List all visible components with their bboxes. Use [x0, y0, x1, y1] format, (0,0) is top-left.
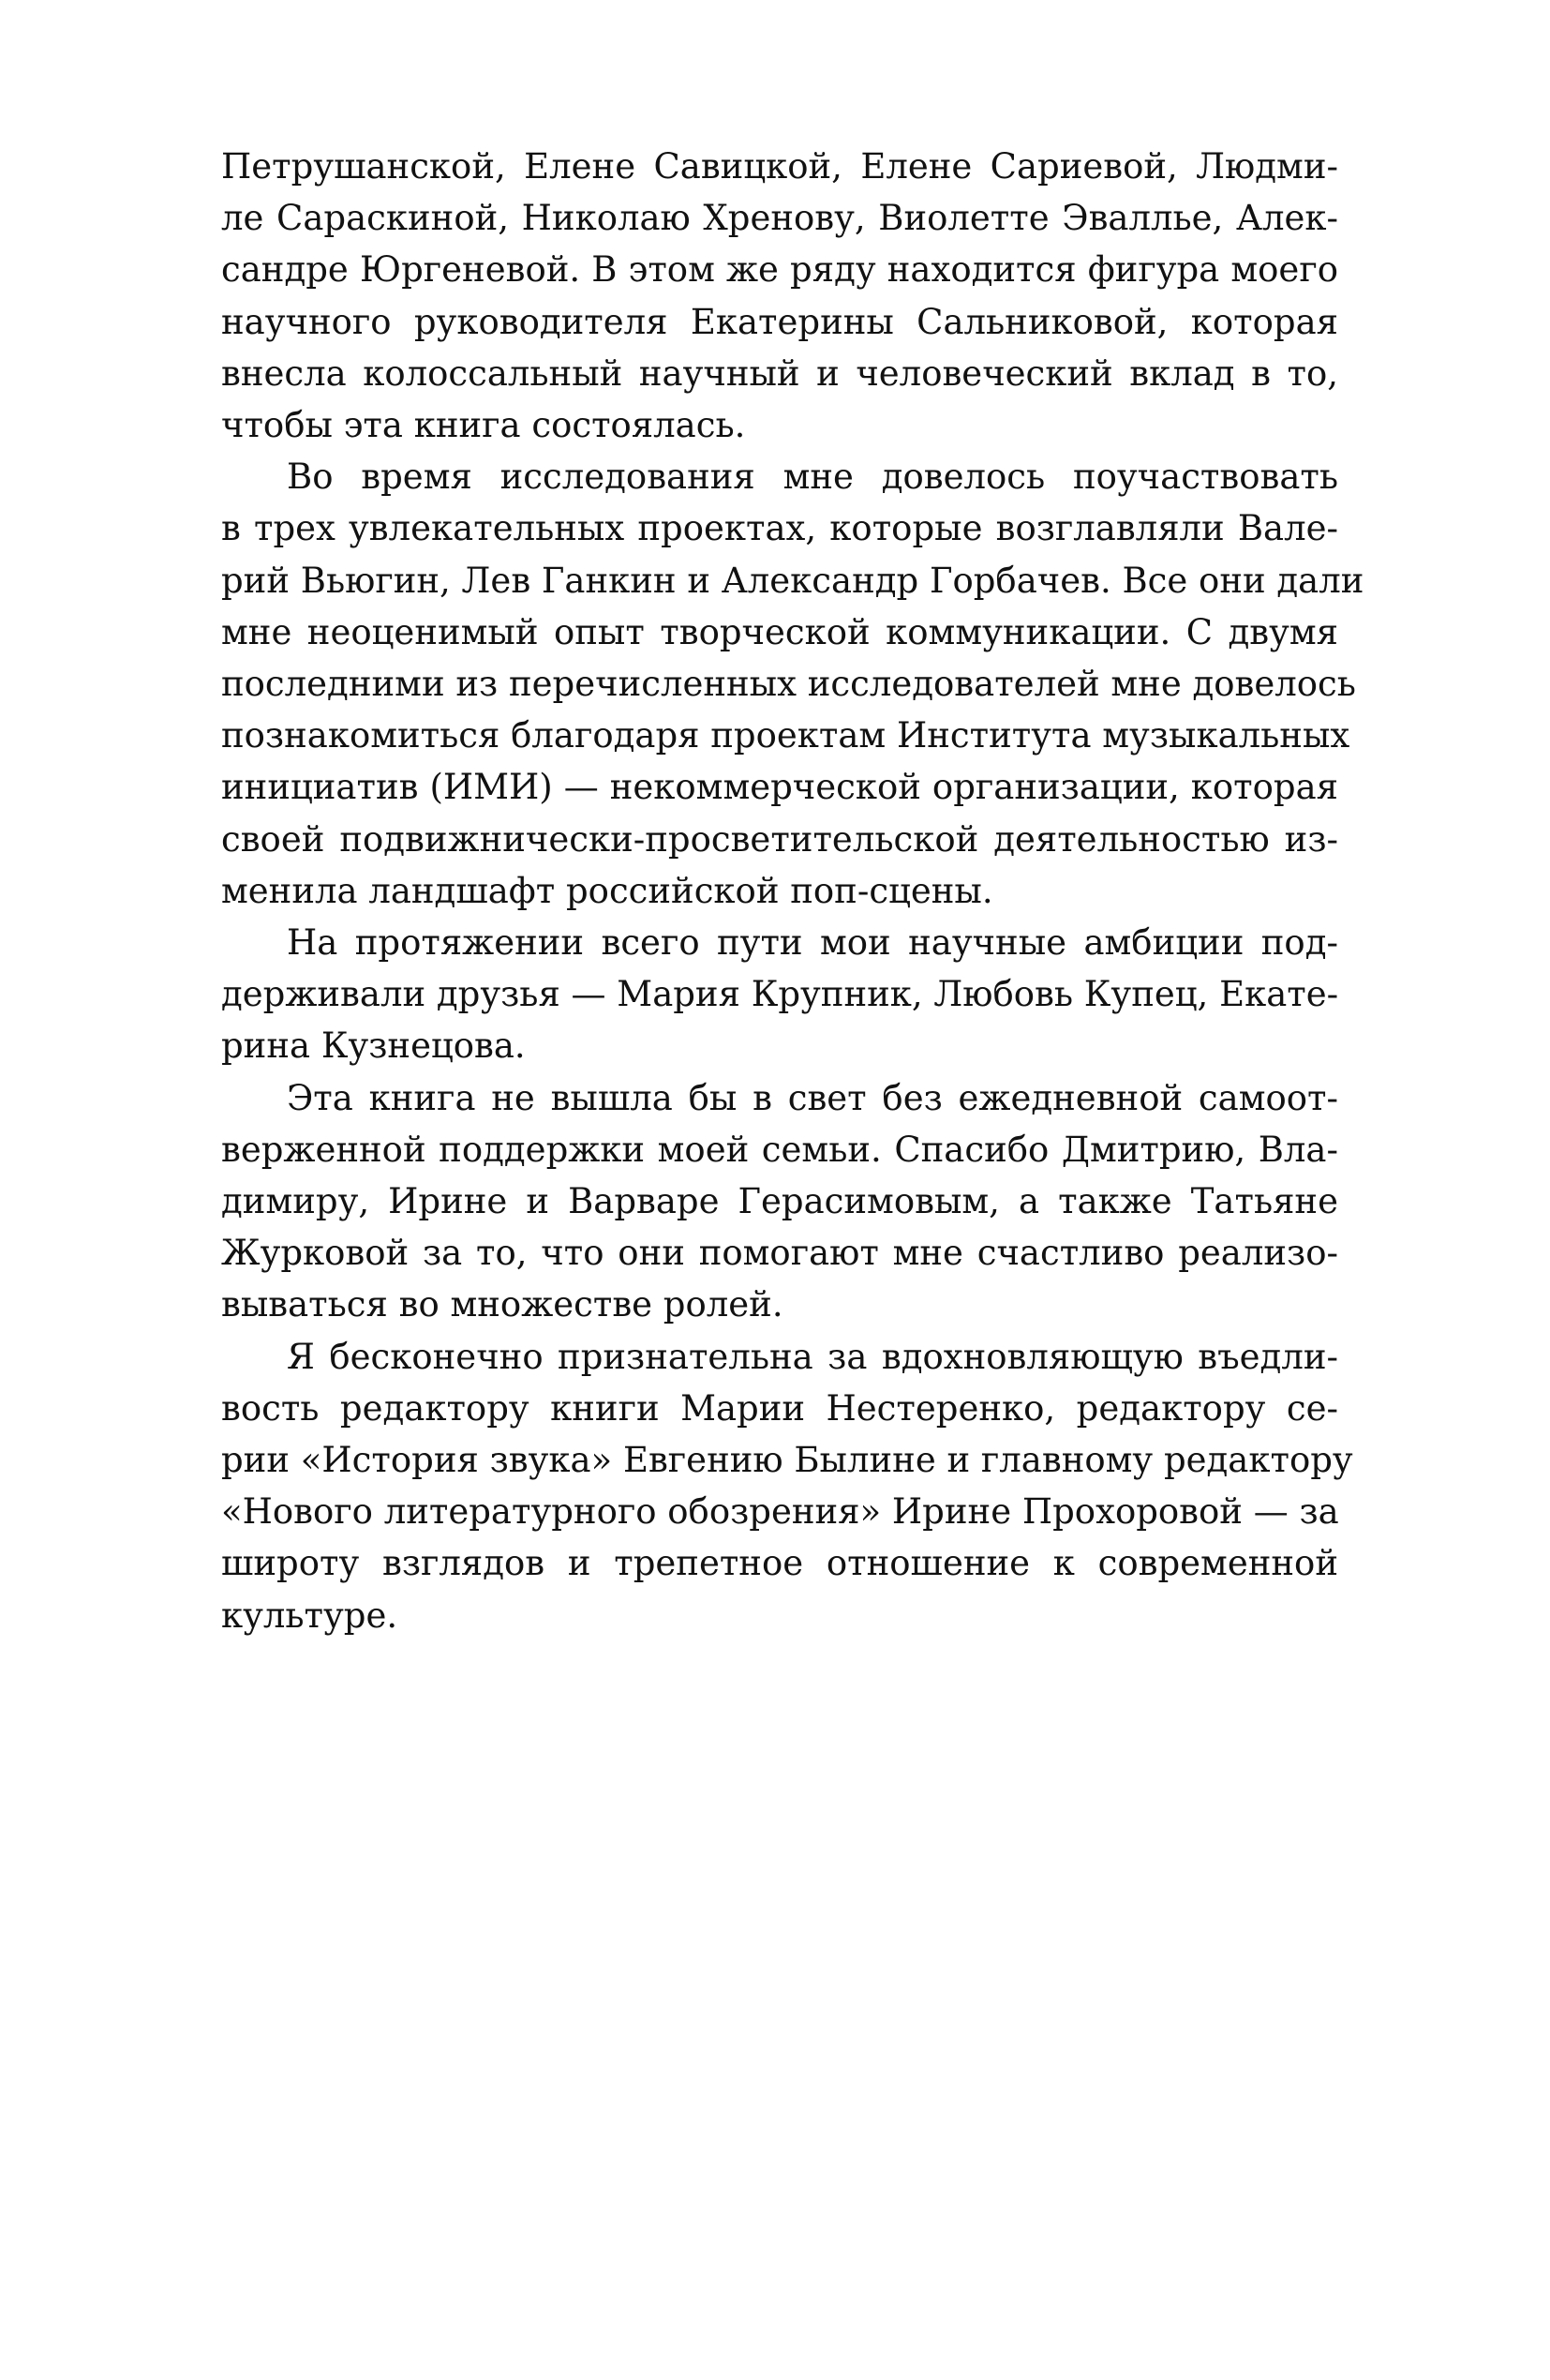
text-line: Во время исследования мне довелось поучаствовать — [287, 457, 1338, 498]
text-line: ле Сараскиной, Николаю Хренову, Виолетте Эвалльe, Алек- — [221, 198, 1338, 239]
text-line: в трех увлекательных проектах, которые возглавляли Вале- — [221, 508, 1338, 549]
text-line: рии «История звука» Евгению Былине и главному редактору — [221, 1440, 1353, 1481]
text-line: научного руководителя Екатерины Сальниковой, которая — [221, 301, 1338, 342]
text-line: сандре Юргеневой. В этом же ряду находится фигура моего — [221, 249, 1338, 291]
text-line: мне неоценимый опыт творческой коммуникации. С двумя — [221, 611, 1338, 652]
text-line: последними из перечисленных исследователей мне довелось — [221, 664, 1356, 705]
text-line: культуре. — [221, 1594, 398, 1636]
text-line: На протяжении всего пути мои научные амбиции под- — [287, 922, 1338, 964]
text-line: Я бесконечно признательна за вдохновляющую въедли- — [287, 1336, 1338, 1377]
text-line: познакомиться благодаря проектам Института музыкальных — [221, 715, 1350, 756]
text-line: чтобы эта книга состоялась. — [221, 405, 746, 446]
paragraph-1 — [221, 141, 1338, 451]
text-line: рий Вьюгин, Лев Ганкин и Александр Горбачев. Все они дали — [221, 560, 1364, 601]
text-line: инициатив (ИМИ) — некоммерческой организации, которая — [221, 767, 1338, 808]
paragraph-3 — [221, 917, 1338, 1072]
text-line: Петрушанской, Елене Савицкой, Елене Сариевой, Людми- — [221, 146, 1338, 187]
text-line: верженной поддержки моей семьи. Спасибо Дмитрию, Вла- — [221, 1129, 1338, 1170]
text-line: менила ландшафт российской поп-сцены. — [221, 870, 993, 911]
text-line: «Нового литературного обозрения» Ирине Прохоровой — за — [221, 1491, 1339, 1533]
paragraph-4 — [221, 1072, 1338, 1331]
text-line: вость редактору книги Марии Нестеренко, редактору се- — [221, 1387, 1338, 1429]
text-line: держивали друзья — Мария Крупник, Любовь Купец, Екате- — [221, 974, 1339, 1015]
acknowledgements-text — [221, 141, 1364, 1641]
text-line: вываться во множестве ролей. — [221, 1284, 783, 1325]
text-line: внесла колоссальный научный и человеческий вклад в то, — [221, 352, 1338, 394]
text-line: димиру, Ирине и Варваре Герасимовым, а также Татьяне — [221, 1181, 1338, 1222]
text-line: Журковой за то, что они помогают мне счастливо реализо- — [221, 1233, 1338, 1274]
text-line: рина Кузнецова. — [221, 1025, 526, 1067]
text-line: широту взглядов и трепетное отношение к современной — [221, 1543, 1338, 1584]
paragraph-5 — [221, 1331, 1353, 1641]
text-line: Эта книга не вышла бы в свет без ежедневной самоот- — [287, 1077, 1338, 1118]
text-line: своей подвижнически-просветительской деятельностью из- — [221, 818, 1338, 860]
paragraph-2 — [221, 451, 1364, 917]
